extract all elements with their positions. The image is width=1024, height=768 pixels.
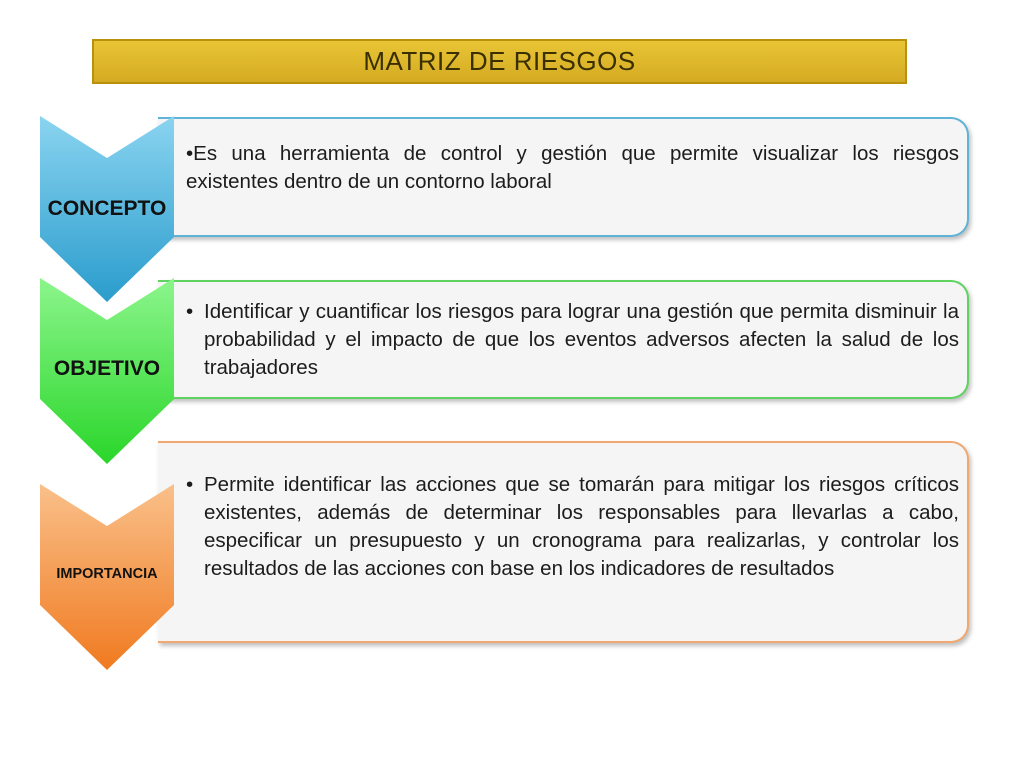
diagram-title: MATRIZ DE RIESGOS [92,39,907,84]
concepto-text: •Es una herramienta de control y gestión que permite visualizar los riesgos existentes dentro de un contorno laboral [186,142,959,193]
objetivo-label: OBJETIVO [53,357,161,380]
concepto-label: CONCEPTO [47,197,167,220]
objetivo-text: • Identificar y cuantificar los riesgos para lograr una gestión que permita disminuir la probabilidad y el impacto de que los eventos adversos afecten la salud de los trabajadores [186,298,959,382]
importancia-label: IMPORTANCIA [56,566,158,582]
objetivo-box [158,280,969,399]
concepto-box [158,117,969,237]
importancia-text: • Permite identificar las acciones que se tomarán para mitigar los riesgos críticos existentes, además de determinar los responsables para llevarlas a cabo, especificar un presupuesto y un cronograma para realizarlas, y controlar los resultados de las acciones con base en los indicadores de resultados [186,471,959,583]
importancia-box [158,441,969,643]
